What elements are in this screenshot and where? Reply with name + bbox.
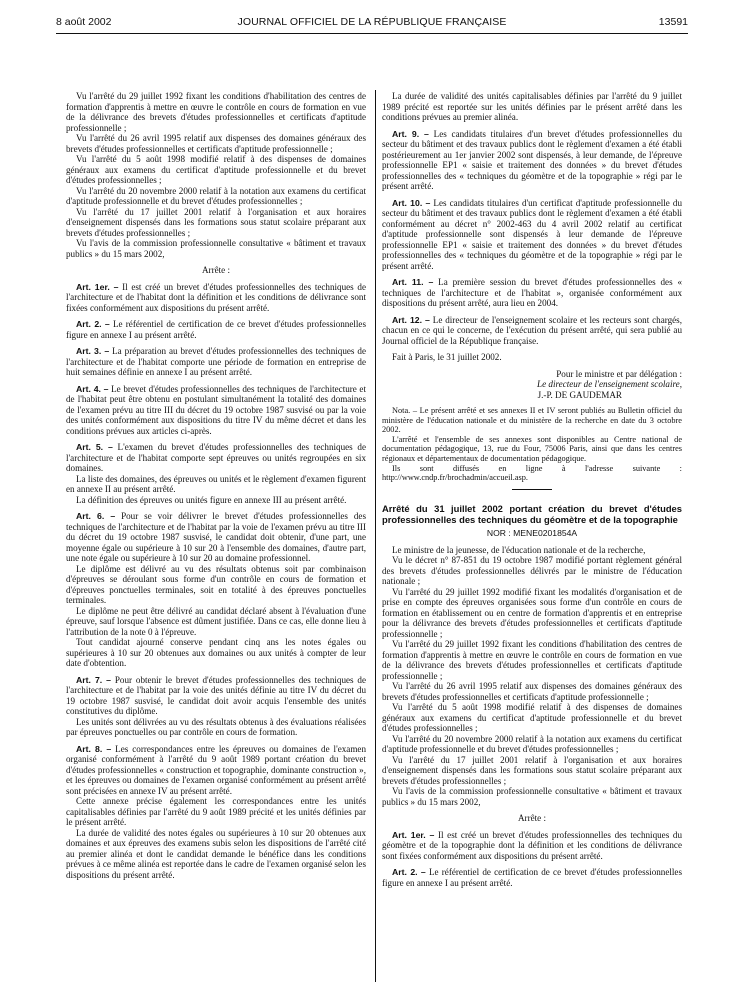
paragraph: Cette annexe précise également les correspondances entre les unités capitalisables définies par l'arrêté du 9 août 1989 précité et les unités définies par le présent arrêté. — [66, 796, 366, 827]
section-separator — [512, 489, 552, 490]
header-rule — [56, 33, 688, 34]
paragraph: Arrête : — [517, 813, 547, 824]
paragraph: Vu l'arrêté du 29 juillet 1992 fixant les conditions d'habilitation des centres de formation d'apprentis à mettre en œuvre le contrôle en cours de formation en vue de la délivrance des brevets d'études professionnelles et certificats d'aptitude professionnelle ; — [66, 91, 366, 133]
header-title: JOURNAL OFFICIEL DE LA RÉPUBLIQUE FRANÇAISE — [237, 16, 507, 28]
signature-line-1: Pour le ministre et par délégation : — [556, 368, 682, 379]
second-decree-title: Arrêté du 31 juillet 2002 portant création du brevet d'études professionnelles des techniques du géomètre et de la topographie — [382, 502, 682, 525]
paragraph: Art. 2. – Le référentiel de certification de ce brevet d'études professionnelles figure en annexe I au présent arrêté. — [66, 319, 366, 340]
article-label: Art. 10. – — [392, 197, 431, 208]
article-label: Art. 8. – — [76, 743, 112, 754]
paragraph: Art. 10. – Les candidats titulaires d'un certificat d'aptitude professionnelle du secteur du bâtiment et des travaux publics dont le règlement d'examen a été établi conformément au décret n° 2002-463 du 4 avril 2002 relatif au certificat d'aptitude professionnelle sont dispensés à leur demande de l'épreuve professionnelle EP1 « saisie et traitement des données » du brevet d'études professionnelles des « techniques du géomètre et de la topographie » régi par le présent arrêté. — [382, 197, 682, 271]
paragraph: La durée de validité des unités capitalisables définies par l'arrêté du 9 juillet 1989 précité est reportée sur les unités définies par le présent arrêté dans les conditions prévues au premier alinéa. — [382, 91, 682, 122]
article-label: Art. 6. – — [76, 511, 116, 521]
paragraph: Vu l'avis de la commission professionnelle consultative « bâtiment et travaux publics » du 15 mars 2002, — [382, 786, 682, 807]
article-label: Art. 12. – — [392, 314, 430, 325]
paragraph: La définition des épreuves ou unités figure en annexe III au présent arrêté. — [76, 494, 347, 505]
paragraph: Art. 6. – Pour se voir délivrer le brevet d'études professionnelles des techniques de l'architecture et de l'habitat par la voie de l'examen prévu au titre III du décret du 19 octobre 1987 susvisé, le candidat doit obtenir, d'une part, une moyenne égale ou supérieure à 10 sur 20 à l'ensemble des domaines, d'autre part, une note égale ou supérieure à 10 sur 20 au domaine professionnel. — [66, 511, 366, 563]
page-header — [56, 16, 688, 30]
paragraph: Nota. – Le présent arrêté et ses annexes II et IV seront publiés au Bulletin officiel du ministère de l'éducation nationale et du ministère de la recherche en date du 3 octobre 2002. — [382, 406, 682, 435]
paragraph: Ils sont diffusés en ligne à l'adresse suivante : http://www.cndp.fr/brochadmin/accueil.asp. — [382, 463, 682, 483]
paragraph: Vu l'arrêté du 29 juillet 1992 modifié fixant les modalités d'organisation et de prise en compte des épreuves organisées sous forme d'un contrôle en cours de formation en établissement ou en centre de formation d'apprentis et en entreprise pour la délivrance des brevets d'études professionnelles et certificats d'aptitude professionnelle ; — [382, 586, 682, 639]
paragraph: Art. 3. – La préparation au brevet d'études professionnelles des techniques de l'architecture et de l'habitat comporte une période de formation en entreprise de huit semaines définie en annexe I au présent arrêté. — [66, 346, 366, 377]
right-column-articles — [382, 91, 682, 363]
column-divider — [375, 90, 376, 982]
article-label: Art. 1er. – — [76, 281, 119, 292]
paragraph: Les unités sont délivrées au vu des résultats obtenus à des évaluations réalisées par épreuves ponctuelles ou par contrôle en cours de formation. — [66, 716, 366, 737]
signature-name: J.-P. DE GAUDEMAR — [537, 389, 622, 400]
article-label: Art. 2. – — [392, 867, 426, 878]
right-column — [382, 91, 682, 888]
paragraph: Art. 9. – Les candidats titulaires d'un brevet d'études professionnelles du secteur du bâtiment et des travaux publics dont le règlement d'examen a été établi postérieurement au 1er janvier 2002 sont dispensés, à leur demande, de l'épreuve professionnelle EP1 « saisie et traitement des données » du brevet d'études professionnelles des « techniques du géomètre et de la topographie » régi par le présent arrêté. — [382, 128, 682, 191]
article-label: Art. 3. – — [76, 346, 110, 356]
paragraph: Vu l'arrêté du 20 novembre 2000 relatif à la notation aux examens du certificat d'aptitude professionnelle et du brevet d'études professionnelles ; — [382, 733, 682, 755]
paragraph: Vu l'avis de la commission professionnelle consultative « bâtiment et travaux publics » du 15 mars 2002, — [66, 238, 366, 259]
paragraph: Art. 7. – Pour obtenir le brevet d'études professionnelles des techniques de l'architecture et de l'habitat par la voie des unités définie au titre IV du décret du 19 octobre 1987 susvisé, le candidat doit avoir acquis l'ensemble des unités constitutives du diplôme. — [66, 674, 366, 716]
article-label: Art. 7. – — [76, 674, 112, 685]
paragraph: Art. 5. – L'examen du brevet d'études professionnelles des techniques de l'architecture et de l'habitat comporte sept épreuves ou unités regroupées en six domaines. — [66, 442, 366, 473]
signature-line-2: Le directeur de l'enseignement scolaire, — [537, 379, 682, 389]
article-label: Art. 5. – — [76, 442, 113, 452]
paragraph: Vu le décret n° 87-851 du 19 octobre 1987 modifié portant règlement général des brevets d'études professionnelles délivrés par le ministre de l'éducation nationale ; — [382, 555, 682, 587]
paragraph: Vu l'arrêté du 17 juillet 2001 relatif à l'organisation et aux horaires d'enseignement dispensés dans les formations sous statut scolaire préparant aux brevets d'études professionnelles ; — [66, 206, 366, 238]
paragraph: Vu l'arrêté du 5 août 1998 modifié relatif à des dispenses de domaines généraux aux examens du certificat d'aptitude professionnelle et du brevet d'études professionnelles ; — [66, 154, 366, 185]
paragraph: Arrête : — [201, 265, 231, 275]
paragraph: Tout candidat ajourné conserve pendant cinq ans les notes égales ou supérieures à 10 sur 20 obtenues aux domaines ou aux unités à compter de leur date d'obtention. — [66, 637, 366, 668]
paragraph: Art. 2. – Le référentiel de certification de ce brevet d'études professionnelles figure en annexe I au présent arrêté. — [382, 867, 682, 888]
paragraph: Vu l'arrêté du 5 août 1998 modifié relatif à des dispenses de domaines généraux aux examens du certificat d'aptitude professionnelle et du brevet d'études professionnelles ; — [382, 702, 682, 734]
paragraph: Vu l'arrêté du 26 avril 1995 relatif aux dispenses des domaines généraux des brevets d'études professionnelles et certificats d'aptitude professionnelle ; — [382, 681, 682, 702]
nor-reference: NOR : MENE0201854A — [486, 528, 578, 539]
paragraph: Art. 1er. – Il est créé un brevet d'études professionnelles des techniques du géomètre et de la topographie dont la définition et les conditions de délivrance sont fixées conformément aux dispositions du présent arrêté. — [382, 829, 682, 861]
article-label: Art. 4. – — [76, 383, 109, 394]
article-label: Art. 9. – — [392, 128, 429, 139]
paragraph: Fait à Paris, le 31 juillet 2002. — [392, 352, 502, 362]
article-label: Art. 1er. – — [392, 829, 435, 840]
left-column — [66, 91, 366, 880]
publication-note — [382, 406, 682, 483]
header-page-number: 13591 — [658, 16, 688, 28]
paragraph: Art. 1er. – Il est créé un brevet d'études professionnelles des techniques de l'architecture et de l'habitat dont la définition et les conditions de délivrance sont fixées conformément aux dispositions du présent arrêté. — [66, 281, 366, 313]
paragraph: Vu l'arrêté du 26 avril 1995 relatif aux dispenses des domaines généraux des brevets d'études professionnelles et certificats d'aptitude professionnelle ; — [66, 133, 366, 154]
paragraph: La durée de validité des notes égales ou supérieures à 10 sur 20 obtenues aux domaines et aux épreuves des examens subis selon les dispositions de l'arrêté cité au premier alinéa et dont le candidat demande le bénéfice dans les conditions prévues à ce même alinéa est reportée dans le cadre de l'examen organisé selon les dispositions du présent arrêté. — [66, 827, 366, 880]
article-label: Art. 2. – — [76, 319, 110, 329]
paragraph: Vu l'arrêté du 17 juillet 2001 relatif à l'organisation et aux horaires d'enseignement dispensés dans les formations sous statut scolaire préparant aux brevets d'études professionnelles ; — [382, 754, 682, 786]
second-decree-body — [382, 545, 682, 889]
paragraph: L'arrêté et l'ensemble de ses annexes sont disponibles au Centre national de documentation pédagogique, 13, rue du Four, 75006 Paris, ainsi que dans les centres régionaux et départementaux de documentation pédagogique. — [382, 434, 682, 463]
paragraph: Art. 12. – Le directeur de l'enseignement scolaire et les recteurs sont chargés, chacun en ce qui le concerne, de l'exécution du présent arrêté, qui sera publié au Journal officiel de la République française. — [382, 314, 682, 346]
header-date: 8 août 2002 — [56, 16, 112, 28]
paragraph: Vu l'arrêté du 20 novembre 2000 relatif à la notation aux examens du certificat d'aptitude professionnelle et du brevet d'études professionnelles ; — [66, 185, 366, 206]
paragraph: Art. 8. – Les correspondances entre les épreuves ou domaines de l'examen organisé conformément à l'arrêté du 9 août 1989 portant création du brevet d'études professionnelles « construction et topographie, dominante construction », et les épreuves ou domaines de l'examen organisé conformément au présent arrêté sont précisées en annexe IV au présent arrêté. — [66, 743, 367, 796]
paragraph: Art. 4. – Le brevet d'études professionnelles des techniques de l'architecture et de l'habitat peut être obtenu en postulant simultanément la totalité des domaines de l'examen prévu au titre III du décret du 19 octobre 1987 susvisé ou par la voie des unités conformément aux dispositions du titre IV du même décret et dans les conditions prévues aux articles ci-après. — [66, 383, 366, 436]
paragraph: La liste des domaines, des épreuves ou unités et le règlement d'examen figurent en annexe II au présent arrêté. — [66, 473, 366, 494]
paragraph: Art. 11. – La première session du brevet d'études professionnelles des « techniques de l'architecture et de l'habitat », organisée conformément aux dispositions du présent arrêté, aura lieu en 2004. — [382, 277, 683, 308]
paragraph: Vu l'arrêté du 29 juillet 1992 fixant les conditions d'habilitation des centres de formation d'apprentis à mettre en œuvre le contrôle en cours de formation en vue de la délivrance des brevets d'études professionnelles et certificats d'aptitude professionnelle ; — [382, 639, 682, 681]
paragraph: Le diplôme est délivré au vu des résultats obtenus soit par combinaison d'épreuves se déroulant sous forme d'un contrôle en cours de formation et d'épreuves ponctuelles terminales, soit en totalité à des épreuves ponctuelles terminales. — [66, 563, 366, 605]
paragraph: Le ministre de la jeunesse, de l'éducation nationale et de la recherche, — [392, 544, 646, 555]
paragraph: Le diplôme ne peut être délivré au candidat déclaré absent à l'évaluation d'une épreuve, sauf lorsque l'absence est dûment justifiée. Dans ce cas, elle donne lieu à l'attribution de la note 0 à l'épreuve. — [66, 605, 366, 637]
article-label: Art. 11. – — [392, 277, 434, 287]
